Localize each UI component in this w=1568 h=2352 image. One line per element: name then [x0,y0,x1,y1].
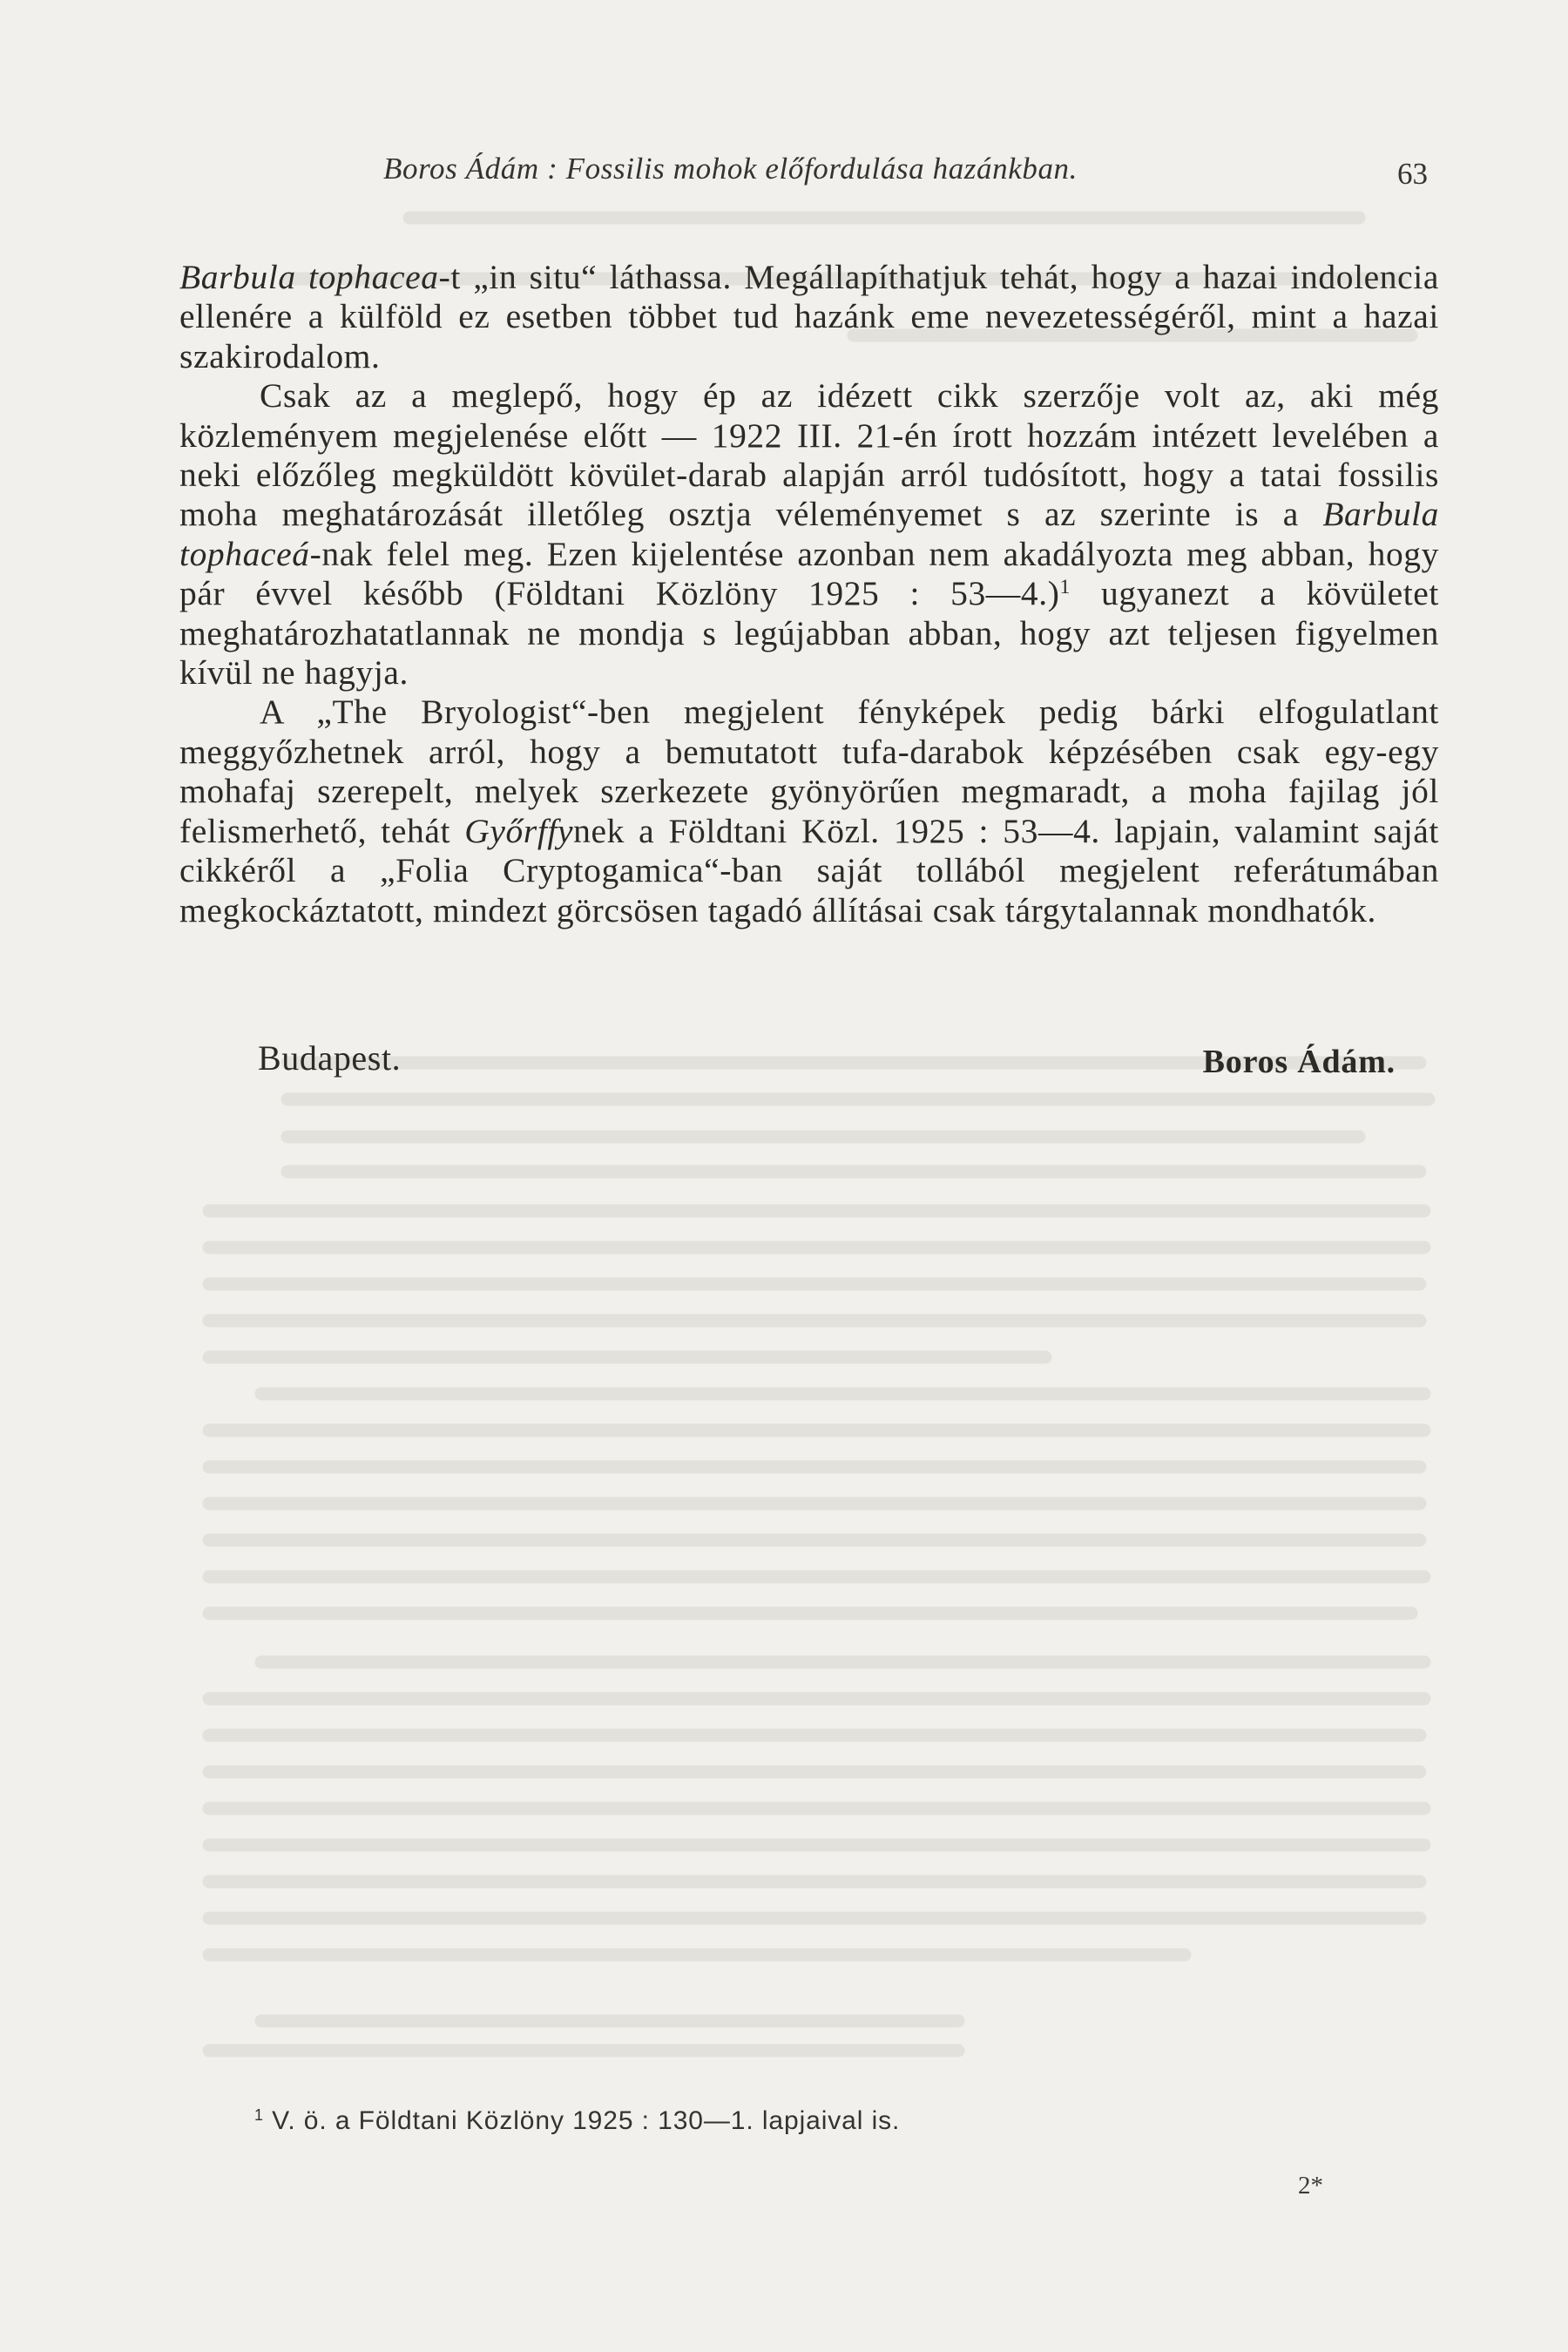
paragraph-2 [179,376,1439,693]
paragraph-text: A „The Bryologist“-ben megjelent fényképek pedig bárki elfogulatlant meggyőzhetnek arról, hogy a bemutatott tufa-darabok képzésében csak egy-egy mohafaj szerepelt, melyek szerkezete gyönyörűen megmaradt, a moha fajilag jól felismerhető, tehát [179,693,1439,850]
author-signature: Boros Ádám. [1202,1044,1396,1080]
paragraph-text: -nak felel meg. Ezen kijelentése azonban nem akadályozta meg abban, hogy pár évvel később (Földtani Közlöny 1925 : 53—4.) [179,534,1439,613]
signoff [258,1037,1396,1081]
printer-signature-mark: 2* [1298,2172,1323,2200]
species-name: Barbula tophaceá [179,495,1439,573]
paragraph-1 [179,258,1439,376]
person-name: Győrffy [464,811,574,850]
running-head: Boros Ádám : Fossilis mohok előfordulása hazánkban. [383,152,1078,186]
page-number: 63 [1397,157,1428,191]
paragraph-text: Csak az a meglepő, hogy ép az idézett cikk szerzője volt az, aki még közleményem megjelenése előtt — 1922 III. 21-én írott hozzám intézett levelében a neki előzőleg megküldött kövület-darab alapján arról tudósított, hogy a tatai fossilis moha meghatározását illetőleg osztja véleményemet s az szerinte is a [179,376,1439,534]
paragraph-3 [179,693,1439,929]
footnote-reference: 1 [1059,576,1071,599]
article-body [179,258,1439,930]
species-name: Barbula tophacea [179,258,439,296]
footnote-marker: 1 [254,2106,264,2125]
footnote-text: V. ö. a Földtani Közlöny 1925 : 130—1. lapjaival is. [263,2106,901,2135]
footnote [254,2106,900,2136]
paragraph-text: ugyanezt a kövületet meghatározhatatlannak ne mondja s legújabban abban, hogy azt teljesen figyelmen kívül ne hagyja. [179,574,1439,693]
paragraph-text: -t „in situ“ láthassa. Megállapíthatjuk tehát, hogy a hazai indolencia ellenére a külföld ez esetben többet tud hazánk eme nevezetességéről, mint a hazai szakirodalom. [179,258,1439,375]
place-line: Budapest. [258,1038,402,1078]
paragraph-text: nek a Földtani Közl. 1925 : 53—4. lapjain, valamint saját cikkéről a „Folia Cryptogamica“-ban saját tollából megjelent referátumában megkockáztatott, mindezt görcsösen tagadó állításai csak tárgytalannak mondhatók. [179,811,1440,929]
